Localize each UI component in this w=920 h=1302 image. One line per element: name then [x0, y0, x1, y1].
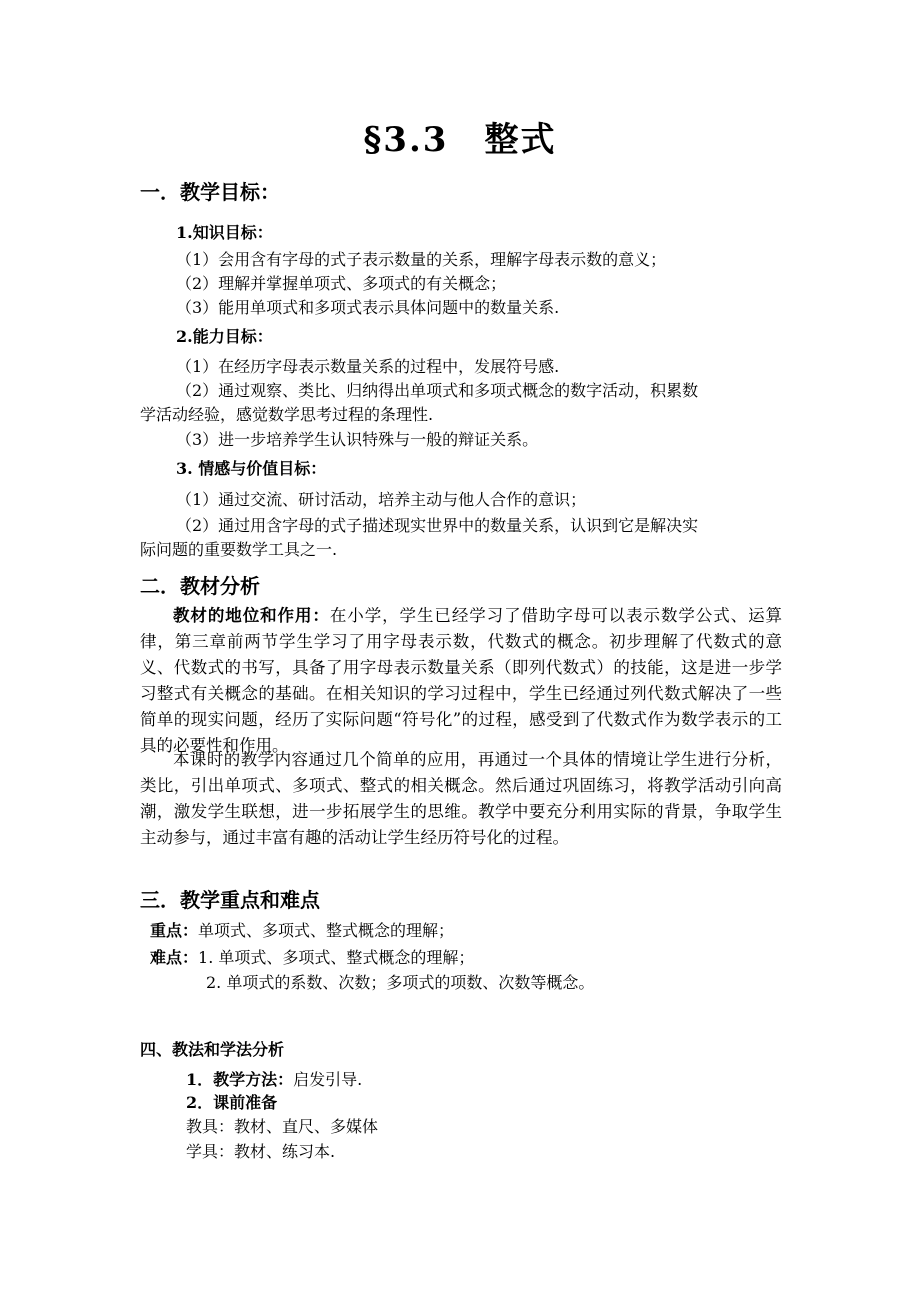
section-1-heading: 一．教学目标：: [140, 180, 280, 204]
ability-goal-item: （1）在经历字母表示数量关系的过程中，发展符号感.: [176, 357, 560, 376]
section-3-heading: 三．教学重点和难点: [140, 888, 320, 912]
key-point-text: 单项式、多项式、整式概念的理解；: [198, 921, 455, 940]
ability-goal-item-cont: 学活动经验，感觉数学思考过程的条理性.: [140, 405, 434, 424]
textbook-analysis-paragraph: [140, 603, 782, 759]
preparation-heading: 2．课前准备: [186, 1093, 278, 1112]
emotion-goal-item: （2）通过用含字母的式子描述现实世界中的数量关系，认识到它是解决实: [176, 516, 699, 535]
emotion-goal-item: （1）通过交流、研讨活动，培养主动与他人合作的意识；: [176, 490, 587, 509]
student-tools: 学具：教材、练习本.: [186, 1142, 336, 1161]
paragraph-body: 在小学，学生已经学习了借助字母可以表示数学公式、运算律，第三章前两节学生学习了用字母表示数，代数式的概念。初步理解了代数式的意义、代数式的书写，具备了用字母表示数量关系（即列代数式）的技能，这是进一步学习整式有关概念的基础。在相关知识的学习过程中，学生已经通过列代数式解决了一些简单的现实问题，经历了实际问题“符号化”的过程，感受到了代数式作为数学表示的工具的必要性和作用。: [140, 606, 783, 755]
difficult-point-item: 1. 单项式、多项式、整式概念的理解；: [198, 948, 475, 967]
ability-goal-item: （3）进一步培养学生认识特殊与一般的辩证关系。: [176, 430, 539, 449]
difficult-point-label: 难点：: [150, 948, 199, 967]
page-title: §3.3 整式: [363, 120, 557, 160]
difficult-point-row: [150, 945, 474, 968]
teacher-tools: 教具：教材、直尺、多媒体: [186, 1117, 379, 1136]
lesson-content-paragraph: 本课时的教学内容通过几个简单的应用，再通过一个具体的情境让学生进行分析，类比，引出单项式、多项式、整式的相关概念。然后通过巩固练习，将教学活动引向高潮，激发学生联想，进一步拓展学生的思维。教学中要充分利用实际的背景，争取学生主动参与，通过丰富有趣的活动让学生经历符号化的过程。: [140, 750, 782, 847]
knowledge-goals-heading: 1.知识目标：: [176, 223, 273, 242]
teaching-method-label: 1．教学方法：: [186, 1070, 294, 1089]
section-4-heading: 四、教法和学法分析: [140, 1040, 285, 1059]
key-point-row: [150, 918, 454, 941]
knowledge-goal-item: （3）能用单项式和多项式表示具体问题中的数量关系.: [176, 298, 560, 317]
section-2-heading: 二．教材分析: [140, 574, 260, 598]
paragraph-lead: 教材的地位和作用：: [173, 606, 330, 625]
difficult-point-item: 2. 单项式的系数、次数；多项式的项数、次数等概念。: [206, 973, 595, 992]
key-point-label: 重点：: [150, 921, 199, 940]
knowledge-goal-item: （2）理解并掌握单项式、多项式的有关概念；: [176, 274, 507, 293]
ability-goals-heading: 2.能力目标：: [176, 327, 273, 346]
emotion-goals-heading: 3. 情感与价值目标：: [176, 459, 327, 478]
teaching-method-text: 启发引导.: [293, 1070, 363, 1089]
ability-goal-item: （2）通过观察、类比、归纳得出单项式和多项式概念的数字活动，积累数: [176, 381, 699, 400]
teaching-method-row: [186, 1067, 362, 1090]
knowledge-goal-item: （1）会用含有字母的式子表示数量的关系，理解字母表示数的意义；: [176, 250, 667, 269]
emotion-goal-item-cont: 际问题的重要数学工具之一.: [140, 540, 338, 559]
